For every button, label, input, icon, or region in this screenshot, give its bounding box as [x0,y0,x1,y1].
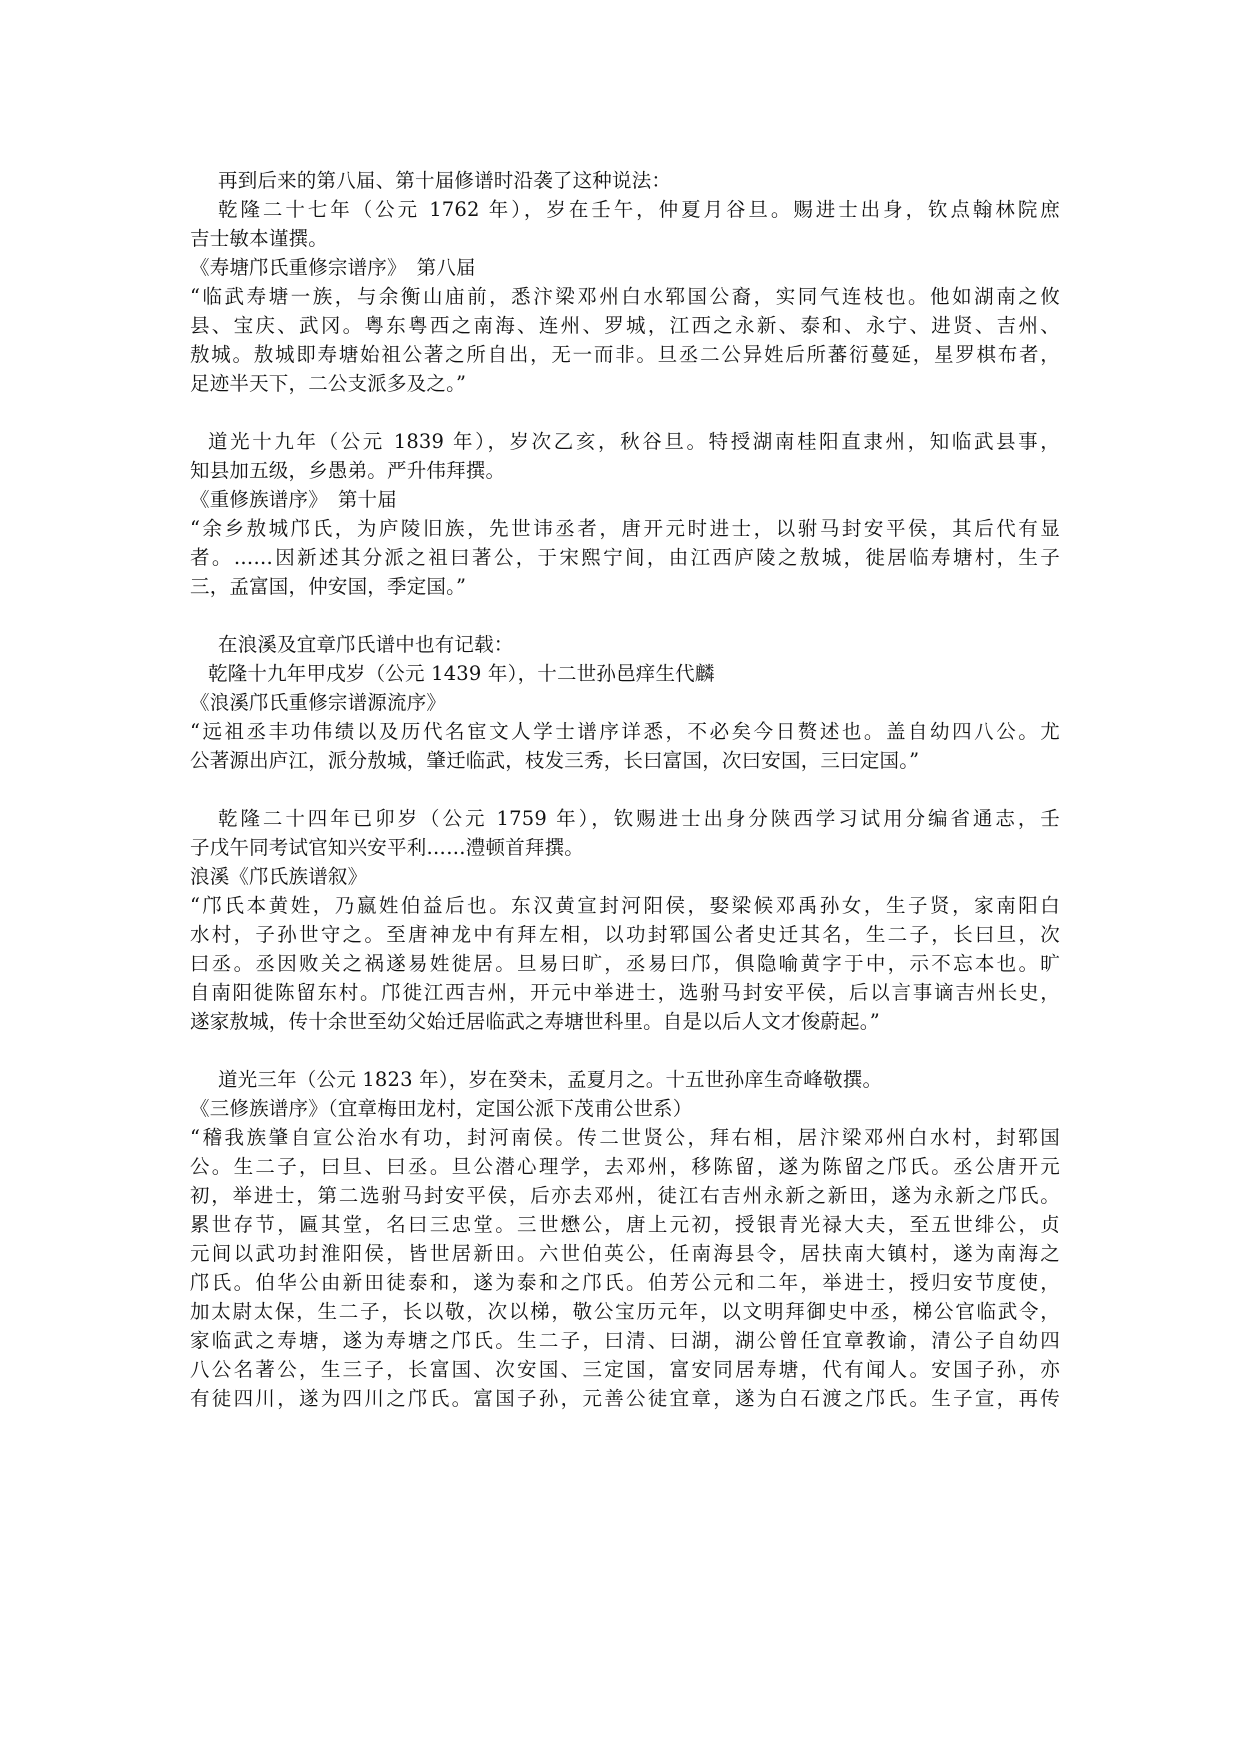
text-line: 公著源出庐江，派分敖城，肇迁临武，枝发三秀，长曰富国，次曰安国，三曰定国。” [190,749,920,772]
text-line: 元间以武功封淮阳侯，皆世居新田。六世伯英公，任南海县令，居扶南大镇村，遂为南海之 [190,1242,1060,1265]
text-line: 乾隆二十七年（公元 1762 年），岁在壬午，仲夏月谷旦。赐进士出身，钦点翰林院庶 [218,198,1060,221]
text-line: 累世存节，匾其堂，名曰三忠堂。三世懋公，唐上元初，授银青光禄大夫，至五世绯公，贞 [190,1213,1060,1236]
text-line: 有徒四川，遂为四川之邝氏。富国子孙，元善公徒宜章，遂为白石渡之邝氏。生子宣，再传 [190,1387,1060,1410]
text-line: 公。生二子，曰旦、曰丞。旦公潜心理学，去邓州，移陈留，遂为陈留之邝氏。丞公唐开元 [190,1155,1060,1178]
text-line: 遂家敖城，传十余世至幼父始迁居临武之寿塘世科里。自是以后人文才俊蔚起。” [190,1010,880,1033]
text-line: 邝氏。伯华公由新田徒泰和，遂为泰和之邝氏。伯芳公元和二年，举进士，授归安节度使， [190,1271,1060,1294]
text-line: 道光十九年（公元 1839 年），岁次乙亥，秋谷旦。特授湖南桂阳直隶州，知临武县事， [208,430,1060,453]
text-line: “邝氏本黄姓，乃嬴姓伯益后也。东汉黄宣封河阳侯，娶梁候邓禹孙女，生子贤，家南阳白 [190,894,1060,917]
text-line: 初，举进士，第二选驸马封安平侯，后亦去邓州，徒江右吉州永新之新田，遂为永新之邝氏。 [190,1184,1060,1207]
text-line: 在浪溪及宜章邝氏谱中也有记载： [218,633,514,656]
text-line: 加太尉太保，生二子，长以敬，次以梯，敬公宝历元年，以文明拜御史中丞，梯公官临武令， [190,1300,1060,1323]
text-line: 足迹半天下，二公支派多及之。” [190,372,467,395]
text-line: 家临武之寿塘，遂为寿塘之邝氏。生二子，曰清、曰湖，湖公曾任宜章教谕，清公子自幼四 [190,1329,1060,1352]
text-line: 《重修族谱序》 第十届 [190,488,397,511]
text-line: 县、宝庆、武冈。粤东粤西之南海、连州、罗城，江西之永新、泰和、永宁、进贤、吉州、 [190,314,1060,337]
text-line: 敖城。敖城即寿塘始祖公著之所自出，无一而非。旦丞二公异姓后所蕃衍蔓延，星罗棋布者， [190,343,1060,366]
text-line: 自南阳徙陈留东村。邝徙江西吉州，开元中举进士，选驸马封安平侯，后以言事谪吉州长史， [190,981,1060,1004]
text-line: 乾隆十九年甲戌岁（公元 1439 年），十二世孙邑痒生代麟 [208,662,715,685]
text-line: 浪溪《邝氏族谱叙》 [190,865,368,888]
text-line: 八公名著公，生三子，长富国、次安国、三定国，富安同居寿塘，代有闻人。安国子孙，亦 [190,1358,1060,1381]
text-line: 三，孟富国，仲安国，季定国。” [190,575,467,598]
text-line: 曰丞。丞因败关之祸遂易姓徙居。旦易曰旷，丞易曰邝，俱隐喻黄字于中，示不忘本也。旷 [190,952,1060,975]
text-line: 水村，子孙世守之。至唐神龙中有拜左相，以功封郓国公者史迁其名，生二子，长曰旦，次 [190,923,1060,946]
text-line: 子戊午同考试官知兴安平利……澧顿首拜撰。 [190,836,585,859]
text-line: 道光三年（公元 1823 年），岁在癸未，孟夏月之。十五世孙庠生奇峰敬撰。 [218,1068,883,1091]
text-line: 《三修族谱序》（宜章梅田龙村，定国公派下茂甫公世系） [190,1097,693,1120]
text-line: “远祖丞丰功伟绩以及历代名宦文人学士谱序详悉，不必矣今日赘述也。盖自幼四八公。尤 [190,720,1060,743]
text-line: “余乡敖城邝氏，为庐陵旧族，先世讳丞者，唐开元时进士，以驸马封安平侯，其后代有显 [190,517,1060,540]
text-line: 吉士敏本谨撰。 [190,227,328,250]
text-line: 知县加五级，乡愚弟。严升伟拜撰。 [190,459,506,482]
text-line: “临武寿塘一族，与余衡山庙前，悉汴梁邓州白水郓国公裔，实同气连枝也。他如湖南之攸 [190,285,1060,308]
text-line: 乾隆二十四年已卯岁（公元 1759 年），钦赐进士出身分陕西学习试用分编省通志，壬 [218,807,1060,830]
text-line: 再到后来的第八届、第十届修谱时沿袭了这种说法： [218,169,672,192]
text-line: 《浪溪邝氏重修宗谱源流序》 [190,691,447,714]
text-line: “稽我族肇自宣公治水有功，封河南侯。传二世贤公，拜右相，居汴梁邓州白水村，封郓国 [190,1126,1060,1149]
text-line: 《寿塘邝氏重修宗谱序》 第八届 [190,256,476,279]
text-line: 者。……因新述其分派之祖曰著公，于宋熙宁间，由江西庐陵之敖城，徙居临寿塘村，生子 [190,546,1060,569]
